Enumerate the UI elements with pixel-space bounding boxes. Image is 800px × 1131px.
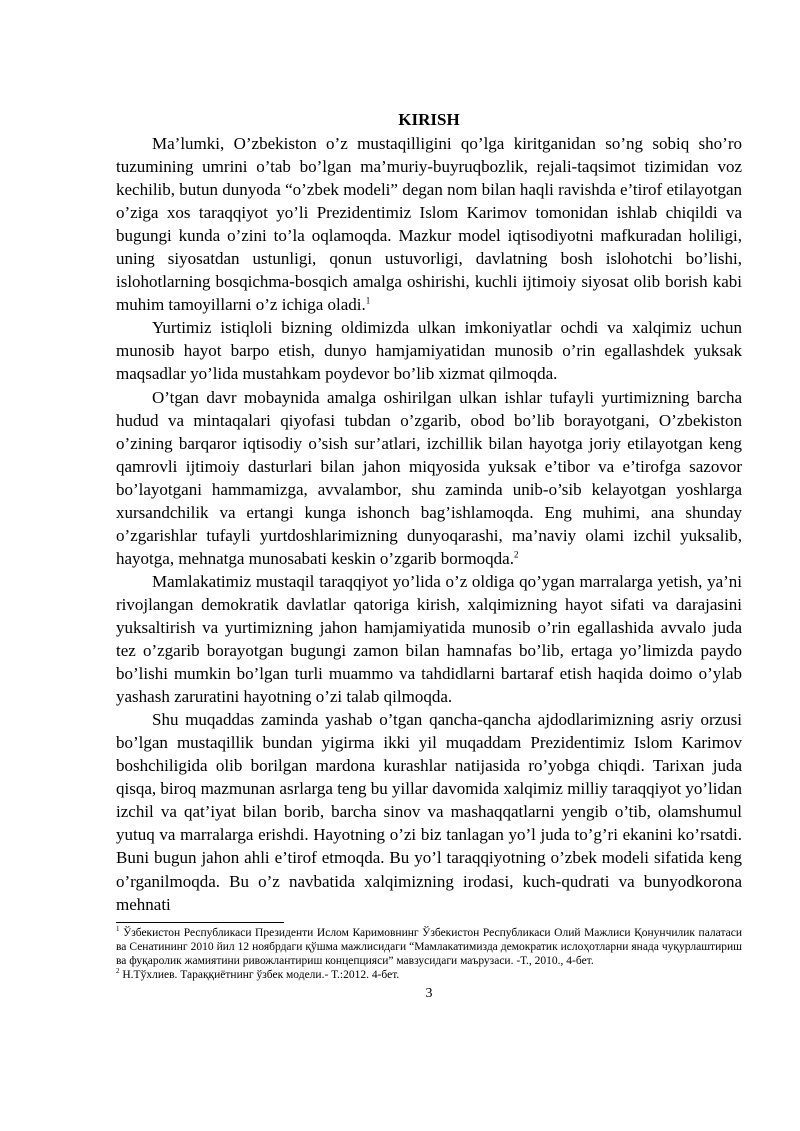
paragraph-text: Shu muqaddas zaminda yashab o’tgan qancha-qancha ajdodlarimizning asriy orzusi bo’lgan mustaqillik bundan yigirma ikki yil muqaddam Prezidentimiz Islom Karimov boshchiligida olib borilgan mardona kurashlar natijasida ro’yobga chiqdi. Tarixan juda qisqa, biroq mazmunan asrlarga teng bu yillar davomida xalqimiz milliy taraqqiyot yo’lidan izchil va qat’iyat bilan borib, barcha sinov va mashaqqatlarni yengib o’tib, olamshumul yutuq va marralarga erishdi. Hayotning o’zi biz tanlagan yo’l juda to’g’ri ekanini ko’rsatdi. Buni bugun jahon ahli e’tirof etmoqda. Bu yo’l taraqqiyotning o’zbek modeli sifatida keng o’rganilmoqda. Bu o’z navbatida xalqimizning irodasi, kuch-qudrati va bunyodkorona mehnati <box>116 710 742 914</box>
paragraph-4 <box>116 570 742 708</box>
footnote-ref-2[interactable]: 2 <box>513 549 519 560</box>
paragraph-text: O’tgan davr mobaynida amalga oshirilgan ulkan ishlar tufayli yurtimizning barcha hudud va mintaqalari qiyofasi tubdan o’zgarib, obod bo’lib borayotgani, O’zbekiston o’zining barqaror iqtisodiy o’sish sur’atlari, izchillik bilan hayotga joriy etilayotgan keng qamrovli ijtimoiy dasturlari bilan jahon miqyosida yuksak e’tibor va e’tirofga sazovor bo’layotgani hammamizga, avvalambor, shu zaminda unib-o’sib kelayotgan yoshlarga xursandchilik va ertangi kunga ishonch bag’ishlamoqda. Eng muhimi, ana shunday o’zgarishlar tufayli yurtdoshlarimizning dunyoqarashi, ma’naviy olami izchil yuksalib, hayotga, mehnatga munosabati keskin o’zgarib bormoqda. <box>116 387 742 568</box>
paragraph-3 <box>116 386 742 570</box>
footnote-2 <box>116 968 742 982</box>
paragraph-1 <box>116 132 742 316</box>
document-page <box>116 108 742 1003</box>
paragraph-2 <box>116 316 742 385</box>
footnote-1 <box>116 926 742 969</box>
paragraph-text: Ma’lumki, O’zbekiston o’z mustaqilligini qo’lga kiritganidan so’ng sobiq sho’ro tuzumining umrini o’tab bo’lgan ma’muriy-buyruqbozlik, rejali-taqsimot tizimidan voz kechilib, butun dunyoda “o’zbek modeli” degan nom bilan haqli ravishda e’tirof etilayotgan o’ziga xos taraqqiyot yo’li Prezidentimiz Islom Karimov tomonidan ishlab chiqildi va bugungi kunda o’zini to’la oqlamoqda. Mazkur model iqtisodiyotni mafkuradan holiligi, uning siyosatdan ustunligi, qonun ustuvorligi, davlatning bosh islohotchi bo’lishi, islohotlarning bosqichma-bosqich amalga oshirishi, kuchli ijtimoiy siyosat olib borish kabi muhim tamoyillarni o’z ichiga oladi. <box>116 134 742 315</box>
footnote-text: Ўзбекистон Республикаси Президенти Ислом Каримовнинг Ўзбекистон Республикаси Олий Мажлиси Қонунчилик палатаси ва Сенатининг 2010 йил 12 ноябрдаги қўшма мажлисидаги “Мамлакатимизда демократик ислоҳотларни янада чуқурлаштириш ва фуқаролик жамиятини ривожлантириш концепцияси” мавзусидаги маърузаси. -Т., 2010., 4-бет. <box>116 926 742 968</box>
footnote-mark: 2 <box>116 967 120 976</box>
footnote-ref-1[interactable]: 1 <box>365 295 371 306</box>
paragraph-5 <box>116 708 742 915</box>
footnote-mark: 1 <box>116 924 120 933</box>
page-title: KIRISH <box>398 110 460 129</box>
paragraph-text: Yurtimiz istiqloli bizning oldimizda ulkan imkoniyatlar ochdi va xalqimiz uchun munosib hayot barpo etish, dunyo hamjamiyatidan munosib o’rin egallashdek yuksak maqsadlar yo’lida mustahkam poydevor bo’lib xizmat qilmoqda. <box>116 318 742 384</box>
page-number: 3 <box>425 985 433 1001</box>
footnote-text: Н.Тўхлиев. Тараққиётнинг ўзбек модели.- Т.:2012. 4-бет. <box>119 969 400 982</box>
footnote-divider <box>116 922 284 923</box>
paragraph-text: Mamlakatimiz mustaqil taraqqiyot yo’lida o’z oldiga qo’ygan marralarga yetish, ya’ni rivojlangan demokratik davlatlar qatoriga kirish, xalqimizning hayot sifati va darajasini yuksaltirish va yurtimizning jahon hamjamiyatida munosib o’rin egallashida avvalo juda tez o’zgarib borayotgan bugungi zamon bilan hamnafas bo’lib, ertaga yo’limizda paydo bo’lishi mumkin bo’lgan turli muammo va tahdidlarni bartaraf etish haqida doimo o’ylab yashash zaruratini hayotning o’zi talab qilmoqda. <box>116 571 742 707</box>
